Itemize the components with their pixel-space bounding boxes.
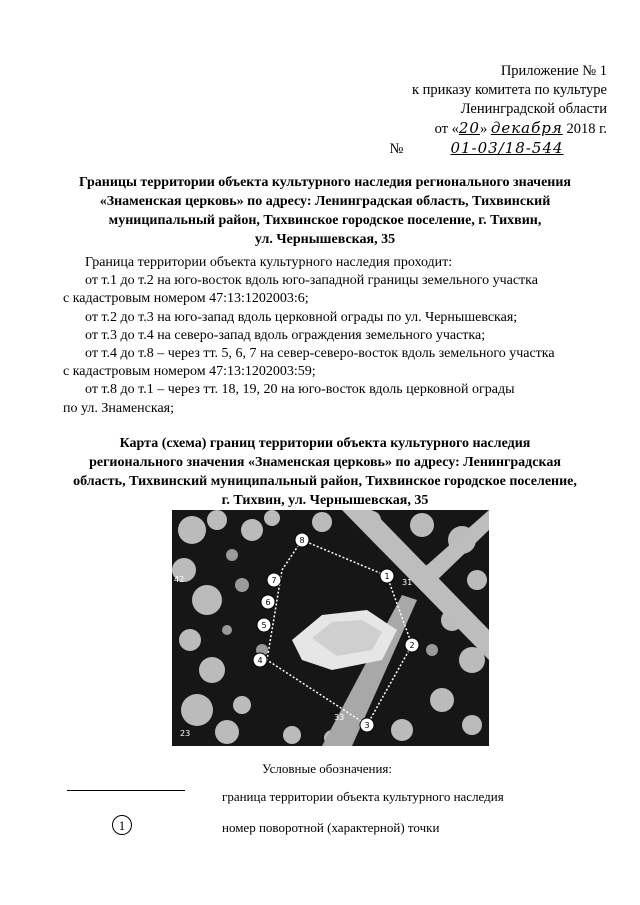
date-mid: » [479,121,488,137]
title-line: Границы территории объекта культурного наследия регионального значения [78,175,571,190]
boundary-map [172,510,489,746]
map-point-5: 5 [261,621,267,630]
document-title [55,173,595,249]
appendix-order-line: к приказу комитета по культуре [411,82,607,98]
map-label-23: 23 [180,729,191,738]
date-year: 2018 г. [566,121,607,137]
map-point-4: 4 [257,656,263,665]
order-number: 01-03/18-544 [450,139,564,157]
description-item-5: от т.8 до т.1 – через тт. 18, 19, 20 на юго-восток вдоль церковной ограды по ул. Знаменская; [63,382,515,416]
map-point-8: 8 [299,536,305,545]
description-intro: Граница территории объекта культурного наследия проходит: [85,255,453,270]
title-line: «Знаменская церковь» по адресу: Ленинградская область, Тихвинский [99,194,551,209]
description-item-4: от т.4 до т.8 – через тт. 5, 6, 7 на север-северо-восток вдоль земельного участка с кадастровым номером 47:13:1202003:59; [63,346,555,380]
legend-boundary-line [67,790,185,791]
map-title-line: область, Тихвинский муниципальный район, Тихвинское городское поселение, [73,474,577,489]
map-label-33: 33 [334,713,345,722]
date-day: 20 [458,119,480,137]
date-prefix: от « [434,121,459,137]
map-point-1: 1 [384,572,390,581]
map-point-6: 6 [265,598,271,607]
map-point-7: 7 [271,576,277,585]
title-line: ул. Чернышевская, 35 [254,232,396,247]
map-point-2: 2 [409,641,415,650]
map-title-line: регионального значения «Знаменская церковь» по адресу: Ленинградская [89,455,561,470]
legend-boundary-text: граница территории объекта культурного наследия [222,789,504,804]
legend-point-circle: 1 [112,815,132,835]
appendix-number-line [347,139,607,159]
description-item-1: от т.1 до т.2 на юго-восток вдоль юго-западной границы земельного участка с кадастровым номером 47:13:1202003:6; [63,273,538,307]
map-image [172,510,489,746]
map-title [60,434,590,510]
appendix-region-line: Ленинградской области [460,101,607,117]
map-label-31: 31 [402,578,413,587]
title-line: муниципальный район, Тихвинское городское поселение, г. Тихвин, [108,213,542,228]
appendix-title: Приложение № 1 [500,63,607,79]
map-label-42: 42 [174,575,185,584]
legend-title: Условные обозначения: [262,761,393,776]
map-point-3: 3 [364,721,370,730]
boundary-description [63,254,608,418]
appendix-date-line [347,119,607,139]
number-prefix: № [389,141,404,157]
legend-point-text: номер поворотной (характерной) точки [222,820,440,835]
appendix-header [347,62,607,159]
map-title-line: Карта (схема) границ территории объекта культурного наследия [119,436,531,451]
map-title-line: г. Тихвин, ул. Чернышевская, 35 [221,493,429,508]
description-item-2: от т.2 до т.3 на юго-запад вдоль церковной ограды по ул. Чернышевская; [85,309,518,325]
description-item-3: от т.3 до т.4 на северо-запад вдоль ограждения земельного участка; [85,327,486,343]
date-month: декабря [490,119,563,137]
